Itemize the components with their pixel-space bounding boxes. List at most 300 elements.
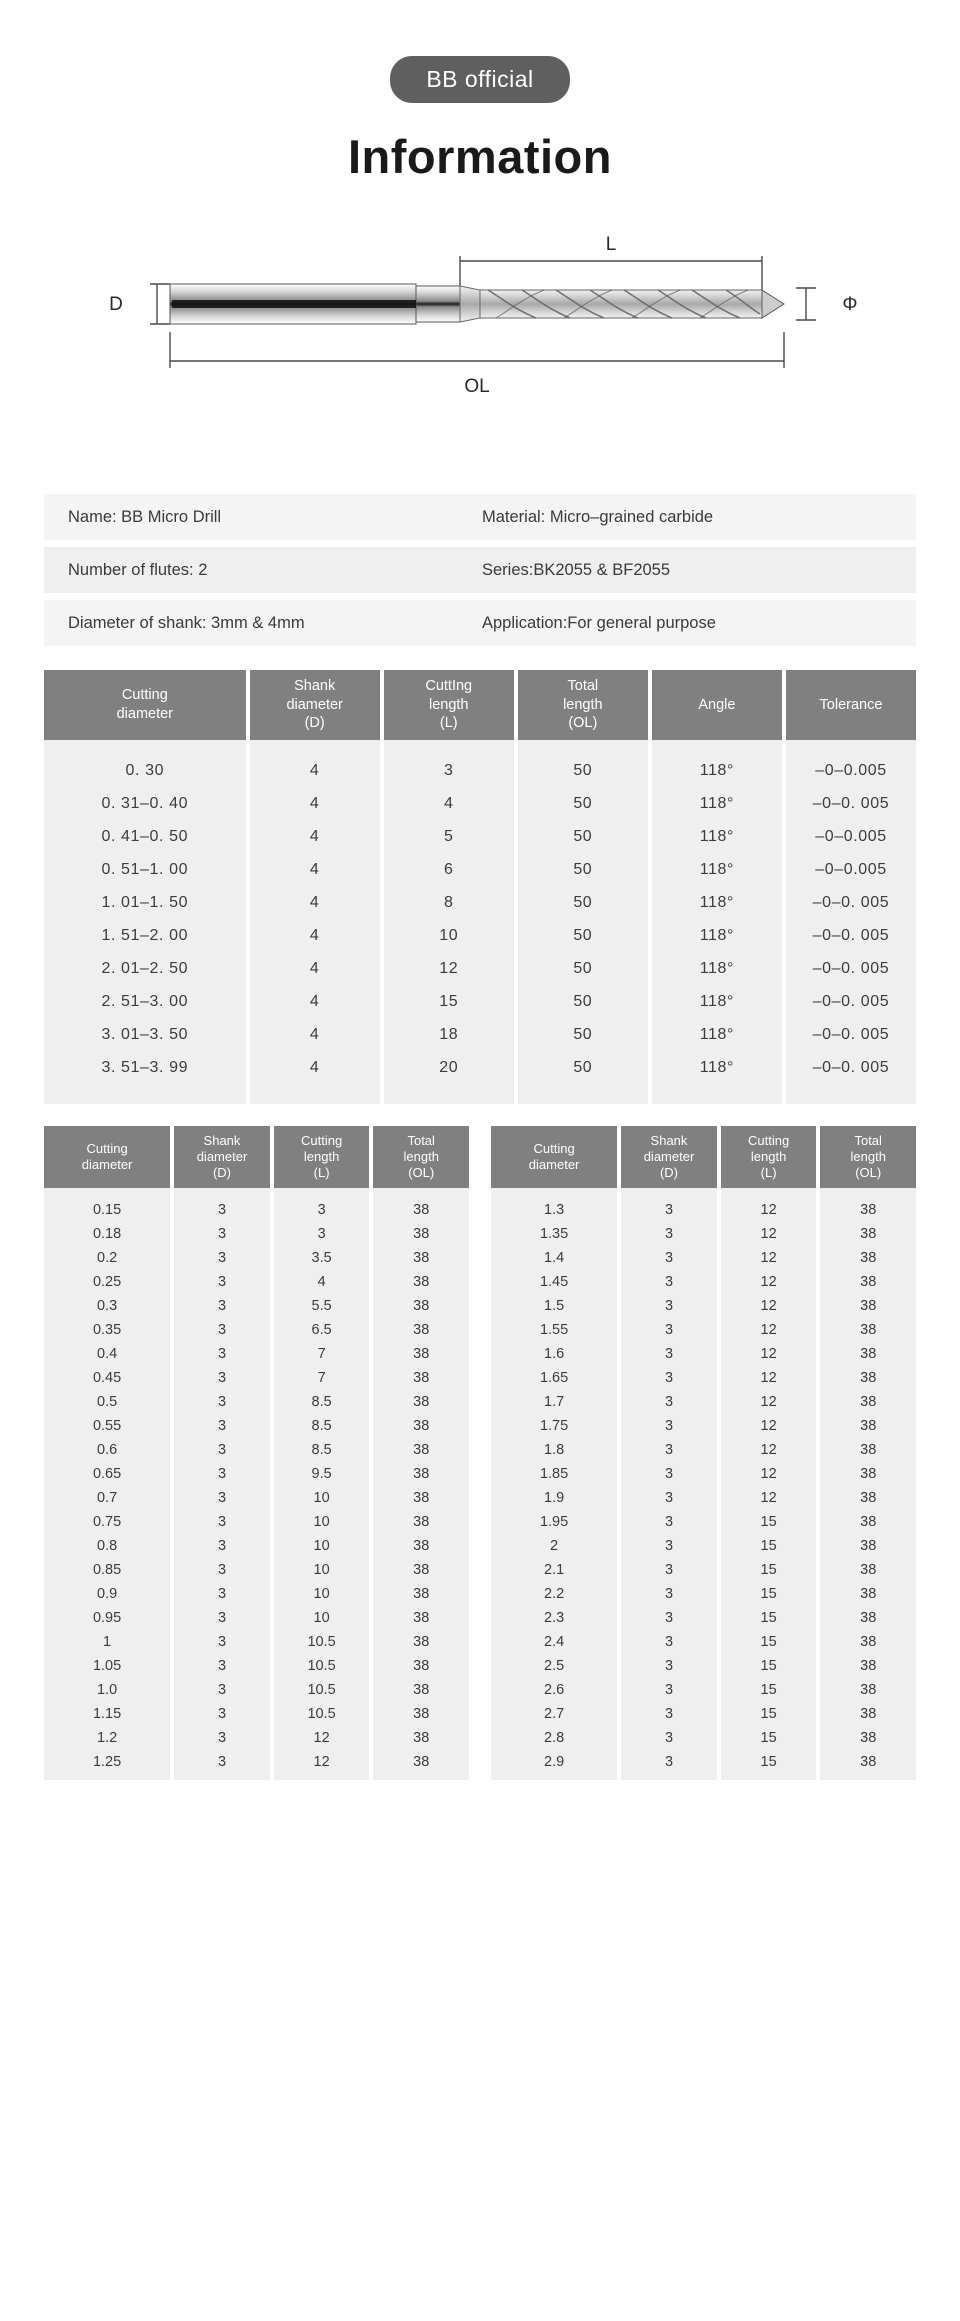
table-cell: 12 bbox=[760, 1250, 777, 1266]
table-cell: 38 bbox=[413, 1346, 430, 1362]
table-cell: 12 bbox=[760, 1370, 777, 1386]
table-cell: 15 bbox=[760, 1634, 777, 1650]
table-cell: 2.7 bbox=[544, 1706, 565, 1722]
table-cell: 3 bbox=[664, 1442, 674, 1458]
table-cell: 0. 30 bbox=[125, 761, 165, 779]
column-header: Shank diameter (D) bbox=[621, 1126, 717, 1188]
table-cell: 15 bbox=[760, 1610, 777, 1626]
table-cell: 2 bbox=[550, 1538, 559, 1554]
column-body bbox=[652, 740, 782, 1104]
table-column bbox=[820, 1126, 916, 1780]
table-cell: 50 bbox=[573, 1025, 593, 1043]
table-cell: 1.05 bbox=[92, 1658, 122, 1674]
table-cell: 12 bbox=[760, 1322, 777, 1338]
table-cell: 1.6 bbox=[544, 1346, 565, 1362]
table-cell: 15 bbox=[760, 1514, 777, 1530]
column-header: Angle bbox=[652, 670, 782, 740]
table-cell: 3 bbox=[317, 1226, 326, 1242]
table-cell: 38 bbox=[860, 1538, 877, 1554]
table-cell: 38 bbox=[860, 1322, 877, 1338]
table-cell: –0–0. 005 bbox=[812, 992, 890, 1010]
table-cell: 0.75 bbox=[92, 1514, 122, 1530]
table-cell: 1.7 bbox=[544, 1394, 565, 1410]
table-cell: 4 bbox=[309, 959, 320, 977]
table-column bbox=[621, 1126, 717, 1780]
table-cell: 38 bbox=[860, 1610, 877, 1626]
table-cell: 12 bbox=[760, 1346, 777, 1362]
table-cell: 1.25 bbox=[92, 1754, 122, 1770]
table-cell: 3 bbox=[217, 1226, 227, 1242]
table-cell: 38 bbox=[413, 1442, 430, 1458]
column-body bbox=[721, 1188, 817, 1780]
table-cell: 3 bbox=[664, 1466, 674, 1482]
table-cell: 38 bbox=[413, 1322, 430, 1338]
column-body bbox=[250, 740, 380, 1104]
column-body bbox=[174, 1188, 270, 1780]
table-cell: 1.75 bbox=[539, 1418, 569, 1434]
dimension-label-phi: Φ bbox=[842, 294, 858, 315]
column-header: Cutting length (L) bbox=[721, 1126, 817, 1188]
table-cell: 4 bbox=[309, 794, 320, 812]
sub-spec-table-right bbox=[491, 1126, 916, 1780]
table-cell: 1.4 bbox=[544, 1250, 565, 1266]
table-cell: 8.5 bbox=[311, 1418, 332, 1434]
table-cell: 15 bbox=[439, 992, 459, 1010]
table-cell: 3. 01–3. 50 bbox=[101, 1025, 189, 1043]
table-cell: 0. 31–0. 40 bbox=[101, 794, 189, 812]
column-body bbox=[274, 1188, 370, 1780]
dimension-label-D: D bbox=[109, 294, 123, 315]
column-body bbox=[44, 740, 246, 1104]
table-cell: 38 bbox=[413, 1370, 430, 1386]
table-cell: –0–0. 005 bbox=[812, 1025, 890, 1043]
table-cell: 2.1 bbox=[544, 1562, 565, 1578]
table-cell: 10.5 bbox=[307, 1634, 336, 1650]
table-cell: 3 bbox=[664, 1706, 674, 1722]
table-cell: 38 bbox=[860, 1514, 877, 1530]
table-column bbox=[384, 670, 514, 1104]
table-cell: 50 bbox=[573, 794, 593, 812]
table-cell: 3 bbox=[664, 1274, 674, 1290]
table-cell: 38 bbox=[413, 1754, 430, 1770]
table-cell: 2.4 bbox=[544, 1634, 565, 1650]
table-cell: 1.55 bbox=[539, 1322, 569, 1338]
table-cell: –0–0.005 bbox=[815, 860, 887, 878]
table-cell: 2.9 bbox=[544, 1754, 565, 1770]
table-cell: 118° bbox=[699, 860, 735, 878]
table-cell: 4 bbox=[309, 992, 320, 1010]
table-cell: 3 bbox=[217, 1466, 227, 1482]
table-cell: 3 bbox=[664, 1202, 674, 1218]
brand-badge: BB official bbox=[390, 56, 569, 103]
table-cell: 6.5 bbox=[311, 1322, 332, 1338]
table-cell: 118° bbox=[699, 1058, 735, 1076]
table-cell: 3 bbox=[664, 1418, 674, 1434]
table-cell: 3 bbox=[217, 1322, 227, 1338]
table-cell: 38 bbox=[860, 1394, 877, 1410]
info-row bbox=[44, 547, 916, 593]
table-column bbox=[786, 670, 916, 1104]
table-cell: 3 bbox=[217, 1418, 227, 1434]
badge-container bbox=[44, 0, 916, 103]
table-cell: 8.5 bbox=[311, 1394, 332, 1410]
table-cell: 0.55 bbox=[92, 1418, 122, 1434]
table-cell: 38 bbox=[413, 1610, 430, 1626]
table-column bbox=[274, 1126, 370, 1780]
table-cell: 38 bbox=[860, 1706, 877, 1722]
table-cell: 38 bbox=[860, 1586, 877, 1602]
table-cell: 38 bbox=[860, 1658, 877, 1674]
table-cell: 38 bbox=[860, 1754, 877, 1770]
table-cell: 38 bbox=[860, 1370, 877, 1386]
table-cell: 38 bbox=[860, 1298, 877, 1314]
table-cell: 4 bbox=[309, 860, 320, 878]
table-cell: 12 bbox=[760, 1394, 777, 1410]
table-cell: 3 bbox=[664, 1538, 674, 1554]
table-cell: 50 bbox=[573, 992, 593, 1010]
column-body bbox=[491, 1188, 617, 1780]
column-body bbox=[518, 740, 648, 1104]
column-header: Shank diameter (D) bbox=[250, 670, 380, 740]
table-cell: 1 bbox=[103, 1634, 112, 1650]
table-cell: 3 bbox=[664, 1730, 674, 1746]
table-column bbox=[44, 1126, 170, 1780]
table-cell: 1.35 bbox=[539, 1226, 569, 1242]
table-column bbox=[373, 1126, 469, 1780]
table-cell: 3 bbox=[217, 1754, 227, 1770]
table-cell: 38 bbox=[413, 1298, 430, 1314]
table-cell: 38 bbox=[860, 1346, 877, 1362]
table-cell: –0–0. 005 bbox=[812, 959, 890, 977]
table-cell: 7 bbox=[317, 1370, 326, 1386]
table-cell: 38 bbox=[860, 1730, 877, 1746]
table-cell: 12 bbox=[313, 1730, 330, 1746]
table-cell: 118° bbox=[699, 893, 735, 911]
table-cell: –0–0. 005 bbox=[812, 794, 890, 812]
table-cell: 1.45 bbox=[539, 1274, 569, 1290]
table-cell: 3 bbox=[217, 1610, 227, 1626]
table-cell: 12 bbox=[760, 1466, 777, 1482]
table-cell: 118° bbox=[699, 794, 735, 812]
column-header: Cutting diameter bbox=[491, 1126, 617, 1188]
table-cell: 3 bbox=[217, 1706, 227, 1722]
table-cell: 1.2 bbox=[97, 1730, 118, 1746]
table-cell: 0.18 bbox=[92, 1226, 122, 1242]
table-cell: 38 bbox=[413, 1418, 430, 1434]
table-cell: 9.5 bbox=[311, 1466, 332, 1482]
table-column bbox=[652, 670, 782, 1104]
table-cell: 3 bbox=[664, 1250, 674, 1266]
table-cell: 3 bbox=[664, 1658, 674, 1674]
column-header: Cutting diameter bbox=[44, 670, 246, 740]
table-cell: 50 bbox=[573, 893, 593, 911]
table-cell: 2.6 bbox=[544, 1682, 565, 1698]
table-cell: 4 bbox=[309, 893, 320, 911]
table-cell: 3 bbox=[217, 1562, 227, 1578]
table-cell: 118° bbox=[699, 959, 735, 977]
table-cell: 3 bbox=[664, 1490, 674, 1506]
table-column bbox=[491, 1126, 617, 1780]
table-cell: 50 bbox=[573, 827, 593, 845]
table-cell: 10 bbox=[313, 1586, 330, 1602]
table-column bbox=[518, 670, 648, 1104]
table-cell: 38 bbox=[860, 1442, 877, 1458]
table-cell: 10 bbox=[313, 1610, 330, 1626]
column-header: Cutting diameter bbox=[44, 1126, 170, 1188]
table-cell: 38 bbox=[413, 1658, 430, 1674]
info-right: Series:BK2055 & BF2055 bbox=[482, 560, 671, 579]
table-cell: 0.5 bbox=[97, 1394, 118, 1410]
table-cell: 3 bbox=[217, 1346, 227, 1362]
column-body bbox=[621, 1188, 717, 1780]
main-spec-table bbox=[44, 670, 916, 1104]
table-cell: 50 bbox=[573, 761, 593, 779]
table-cell: 12 bbox=[313, 1754, 330, 1770]
column-body bbox=[44, 1188, 170, 1780]
table-cell: 1.8 bbox=[544, 1442, 565, 1458]
table-cell: 38 bbox=[860, 1274, 877, 1290]
table-cell: 38 bbox=[413, 1634, 430, 1650]
table-cell: 0. 41–0. 50 bbox=[101, 827, 189, 845]
table-cell: 3 bbox=[664, 1226, 674, 1242]
table-cell: 3 bbox=[664, 1394, 674, 1410]
column-body bbox=[820, 1188, 916, 1780]
table-cell: 12 bbox=[760, 1418, 777, 1434]
table-cell: 15 bbox=[760, 1706, 777, 1722]
table-cell: 1.5 bbox=[544, 1298, 565, 1314]
table-cell: 12 bbox=[760, 1298, 777, 1314]
table-cell: 38 bbox=[413, 1682, 430, 1698]
table-cell: 38 bbox=[860, 1226, 877, 1242]
table-cell: 3 bbox=[664, 1682, 674, 1698]
table-cell: 0.95 bbox=[92, 1610, 122, 1626]
table-cell: 10 bbox=[439, 926, 459, 944]
table-cell: 0.25 bbox=[92, 1274, 122, 1290]
table-cell: –0–0. 005 bbox=[812, 1058, 890, 1076]
table-cell: 15 bbox=[760, 1682, 777, 1698]
table-cell: 4 bbox=[317, 1274, 326, 1290]
table-cell: 10 bbox=[313, 1490, 330, 1506]
table-cell: 3 bbox=[664, 1298, 674, 1314]
table-cell: 15 bbox=[760, 1586, 777, 1602]
table-cell: 3 bbox=[217, 1634, 227, 1650]
table-cell: 3 bbox=[217, 1250, 227, 1266]
drill-technical-drawing bbox=[44, 228, 916, 458]
table-cell: 1.0 bbox=[97, 1682, 118, 1698]
table-cell: 4 bbox=[309, 1025, 320, 1043]
sub-spec-tables bbox=[44, 1126, 916, 1780]
table-cell: 15 bbox=[760, 1754, 777, 1770]
table-cell: 38 bbox=[413, 1514, 430, 1530]
table-cell: 3 bbox=[217, 1682, 227, 1698]
table-cell: 15 bbox=[760, 1562, 777, 1578]
column-body bbox=[786, 740, 916, 1104]
table-cell: 15 bbox=[760, 1730, 777, 1746]
column-header: Tolerance bbox=[786, 670, 916, 740]
table-cell: 2.3 bbox=[544, 1610, 565, 1626]
table-cell: 4 bbox=[309, 1058, 320, 1076]
table-cell: 38 bbox=[413, 1250, 430, 1266]
table-cell: 0.45 bbox=[92, 1370, 122, 1386]
table-cell: 1.65 bbox=[539, 1370, 569, 1386]
table-cell: 38 bbox=[413, 1490, 430, 1506]
table-cell: 3 bbox=[664, 1370, 674, 1386]
table-cell: 10.5 bbox=[307, 1706, 336, 1722]
table-cell: 2. 01–2. 50 bbox=[101, 959, 189, 977]
table-cell: –0–0.005 bbox=[815, 761, 887, 779]
table-cell: 10 bbox=[313, 1514, 330, 1530]
table-cell: 8.5 bbox=[311, 1442, 332, 1458]
table-cell: 2.5 bbox=[544, 1658, 565, 1674]
table-cell: 38 bbox=[860, 1250, 877, 1266]
table-cell: 38 bbox=[413, 1538, 430, 1554]
table-cell: 10.5 bbox=[307, 1658, 336, 1674]
column-body bbox=[384, 740, 514, 1104]
table-cell: 0.85 bbox=[92, 1562, 122, 1578]
table-cell: 3 bbox=[317, 1202, 326, 1218]
table-cell: 38 bbox=[860, 1418, 877, 1434]
table-cell: 0.6 bbox=[97, 1442, 118, 1458]
spec-info-block bbox=[44, 494, 916, 646]
table-cell: 3.5 bbox=[311, 1250, 332, 1266]
table-cell: 3 bbox=[217, 1658, 227, 1674]
page-title: Information bbox=[348, 130, 612, 183]
info-left: Number of flutes: 2 bbox=[68, 560, 208, 579]
table-cell: 38 bbox=[860, 1490, 877, 1506]
table-cell: 4 bbox=[309, 827, 320, 845]
table-cell: 10 bbox=[313, 1538, 330, 1554]
table-cell: 3 bbox=[217, 1538, 227, 1554]
table-cell: 0.8 bbox=[97, 1538, 118, 1554]
table-cell: 3 bbox=[664, 1514, 674, 1530]
table-cell: 0.65 bbox=[92, 1466, 122, 1482]
table-cell: 12 bbox=[760, 1490, 777, 1506]
table-cell: 6 bbox=[443, 860, 454, 878]
table-cell: 1.9 bbox=[544, 1490, 565, 1506]
table-cell: 3 bbox=[217, 1298, 227, 1314]
table-cell: 12 bbox=[760, 1442, 777, 1458]
table-cell: 3 bbox=[217, 1202, 227, 1218]
table-cell: 2.8 bbox=[544, 1730, 565, 1746]
dimension-label-L: L bbox=[605, 234, 617, 255]
column-header: Total length (OL) bbox=[820, 1126, 916, 1188]
table-cell: 3 bbox=[664, 1610, 674, 1626]
table-cell: 4 bbox=[309, 761, 320, 779]
info-right: Material: Micro–grained carbide bbox=[482, 507, 714, 526]
table-cell: 1.95 bbox=[539, 1514, 569, 1530]
table-cell: 38 bbox=[860, 1634, 877, 1650]
table-cell: 1. 01–1. 50 bbox=[101, 893, 189, 911]
table-cell: 118° bbox=[699, 1025, 735, 1043]
table-cell: 3 bbox=[664, 1346, 674, 1362]
info-row bbox=[44, 494, 916, 540]
table-cell: 3 bbox=[664, 1634, 674, 1650]
table-cell: 3 bbox=[217, 1514, 227, 1530]
table-cell: 15 bbox=[760, 1658, 777, 1674]
table-cell: 38 bbox=[413, 1466, 430, 1482]
table-cell: 118° bbox=[699, 992, 735, 1010]
table-cell: 3 bbox=[443, 761, 454, 779]
table-cell: 118° bbox=[699, 761, 735, 779]
table-cell: 12 bbox=[760, 1202, 777, 1218]
table-cell: 3 bbox=[664, 1586, 674, 1602]
table-column bbox=[250, 670, 380, 1104]
table-cell: 38 bbox=[413, 1226, 430, 1242]
table-cell: 3 bbox=[217, 1730, 227, 1746]
table-cell: 1.3 bbox=[544, 1202, 565, 1218]
table-cell: 38 bbox=[413, 1586, 430, 1602]
table-cell: 38 bbox=[413, 1274, 430, 1290]
table-cell: 50 bbox=[573, 860, 593, 878]
table-cell: 12 bbox=[439, 959, 459, 977]
table-cell: 0.3 bbox=[97, 1298, 118, 1314]
info-left: Name: BB Micro Drill bbox=[68, 507, 222, 526]
table-column bbox=[174, 1126, 270, 1780]
table-cell: 15 bbox=[760, 1538, 777, 1554]
table-cell: –0–0. 005 bbox=[812, 893, 890, 911]
table-cell: 118° bbox=[699, 926, 735, 944]
dimension-label-OL: OL bbox=[464, 376, 490, 397]
table-cell: 18 bbox=[439, 1025, 459, 1043]
column-header: Total length (OL) bbox=[518, 670, 648, 740]
table-cell: 0.15 bbox=[92, 1202, 122, 1218]
table-cell: 8 bbox=[443, 893, 454, 911]
column-header: CuttIng length (L) bbox=[384, 670, 514, 740]
table-cell: 38 bbox=[413, 1562, 430, 1578]
table-cell: 38 bbox=[413, 1706, 430, 1722]
table-cell: 4 bbox=[443, 794, 454, 812]
table-cell: 7 bbox=[317, 1346, 326, 1362]
info-row bbox=[44, 600, 916, 646]
table-column bbox=[44, 670, 246, 1104]
column-header: Total length (OL) bbox=[373, 1126, 469, 1188]
table-cell: 20 bbox=[439, 1058, 459, 1076]
table-cell: 38 bbox=[413, 1202, 430, 1218]
table-cell: 38 bbox=[860, 1202, 877, 1218]
table-cell: –0–0. 005 bbox=[812, 926, 890, 944]
column-header: Shank diameter (D) bbox=[174, 1126, 270, 1188]
table-cell: 1.85 bbox=[539, 1466, 569, 1482]
table-cell: 0.2 bbox=[97, 1250, 118, 1266]
table-cell: 38 bbox=[413, 1394, 430, 1410]
table-cell: 3 bbox=[217, 1274, 227, 1290]
table-cell: 50 bbox=[573, 1058, 593, 1076]
table-cell: 12 bbox=[760, 1226, 777, 1242]
info-left: Diameter of shank: 3mm & 4mm bbox=[68, 613, 305, 632]
table-cell: 38 bbox=[860, 1682, 877, 1698]
table-cell: 3 bbox=[217, 1394, 227, 1410]
table-cell: 5.5 bbox=[311, 1298, 332, 1314]
table-cell: 10 bbox=[313, 1562, 330, 1578]
table-cell: 118° bbox=[699, 827, 735, 845]
table-cell: 38 bbox=[860, 1466, 877, 1482]
table-cell: 3 bbox=[664, 1322, 674, 1338]
table-cell: 3 bbox=[664, 1754, 674, 1770]
column-header: Cutting length (L) bbox=[274, 1126, 370, 1188]
table-cell: 50 bbox=[573, 926, 593, 944]
table-cell: 2.2 bbox=[544, 1586, 565, 1602]
table-cell: 0.9 bbox=[97, 1586, 118, 1602]
table-cell: 3 bbox=[664, 1562, 674, 1578]
table-cell: 1. 51–2. 00 bbox=[101, 926, 189, 944]
table-cell: 50 bbox=[573, 959, 593, 977]
table-cell: 0.4 bbox=[97, 1346, 118, 1362]
table-cell: 0.7 bbox=[97, 1490, 118, 1506]
sub-spec-table-left bbox=[44, 1126, 469, 1780]
table-cell: 3 bbox=[217, 1442, 227, 1458]
table-cell: –0–0.005 bbox=[815, 827, 887, 845]
column-body bbox=[373, 1188, 469, 1780]
